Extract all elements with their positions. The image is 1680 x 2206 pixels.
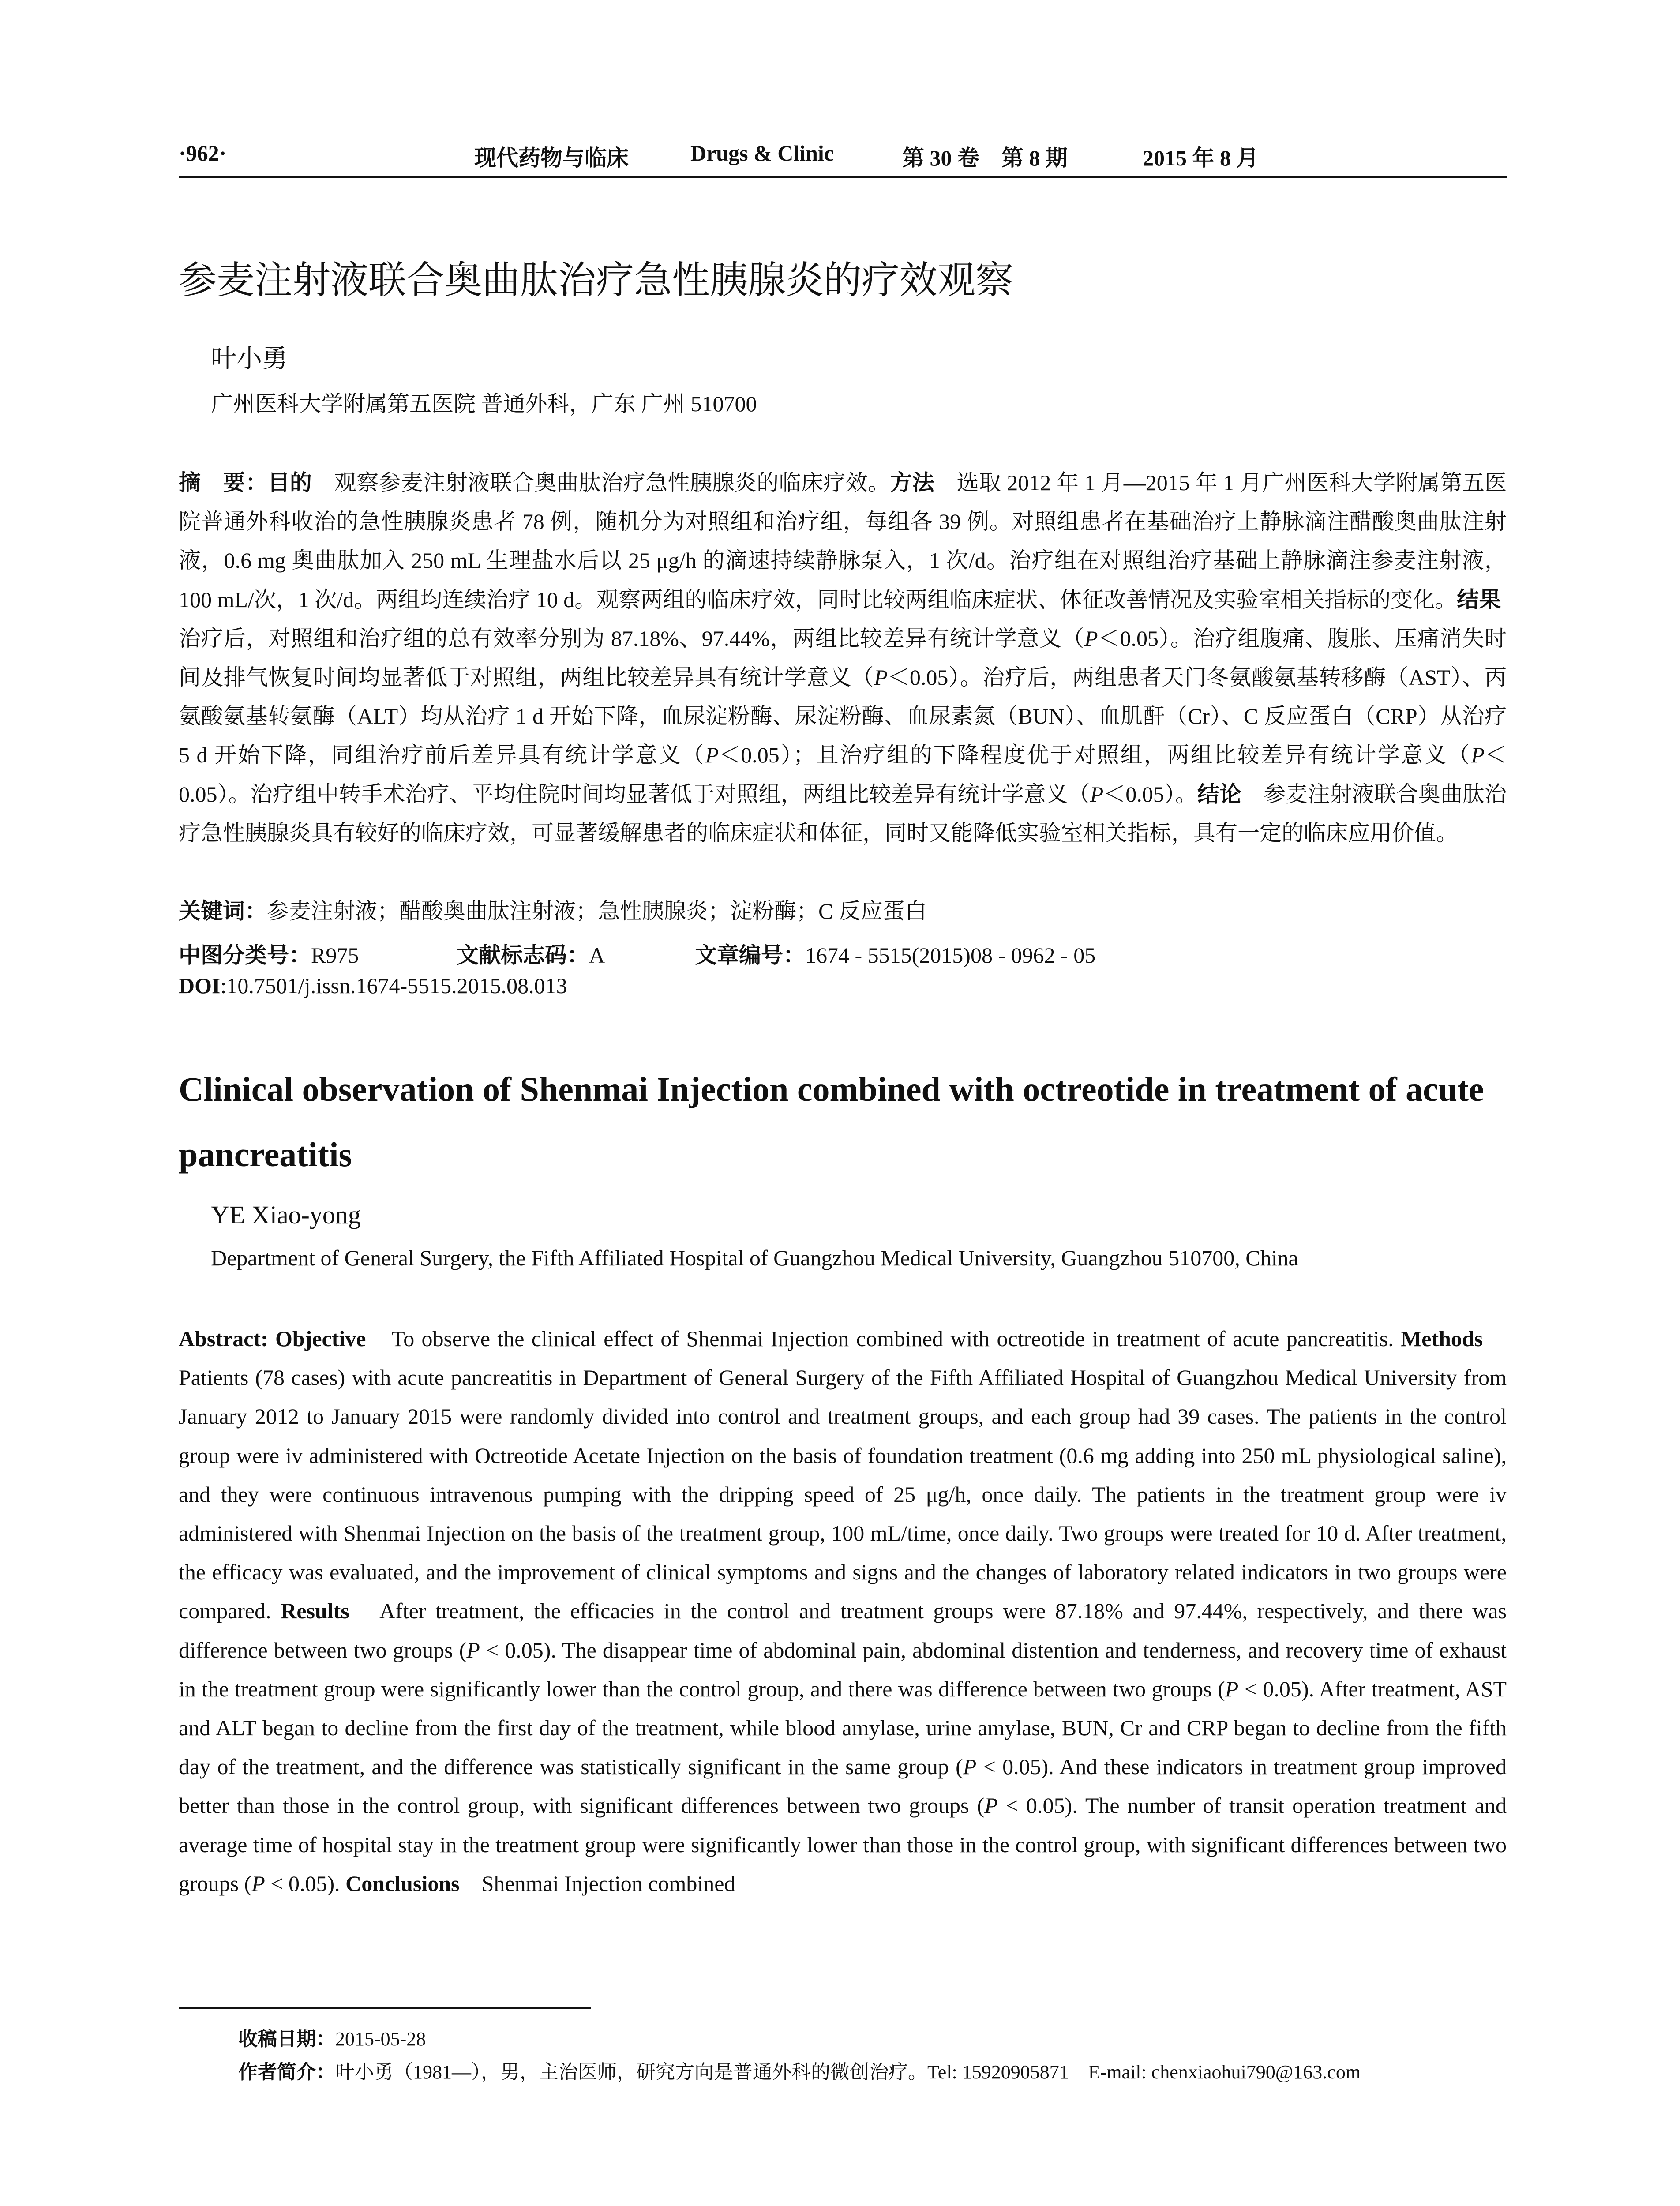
- results-text-en: < 0.05). After treatment, AST and ALT began to decline from the first day of the treatment, while blood amylase, urine amylase, BUN, Cr and CRP began to decline from the fifth day of the treatment, and the difference was statistically significant in the same group (: [179, 1676, 1507, 1779]
- article-title-cn: 参麦注射液联合奥曲肽治疗急性胰腺炎的疗效观察: [179, 258, 1013, 302]
- methods-text-cn: 选取 2012 年 1 月—2015 年 1 月广州医科大学附属第五医院普通外科收治的急性胰腺炎患者 78 例，随机分为对照组和治疗组，每组各 39 例。对照组患者在基础治疗上静脉滴注醋酸奥曲肽注射液，0.6 mg 奥曲肽加入 250 mL 生理盐水后以 25 μg/h 的滴速持续静脉泵入，1 次/d。治疗组在对照组治疗基础上静脉滴注参麦注射液，100 mL/次，1 次/d。两组均连续治疗 10 d。观察两组的临床疗效，同时比较两组临床症状、体征改善情况及实验室相关指标的变化。: [179, 470, 1507, 612]
- abstract-en: [179, 1319, 1507, 1903]
- methods-text-en: Patients (78 cases) with acute pancreatitis in Department of General Surgery of the Fifth Affiliated Hospital of Guangzhou Medical University from January 2012 to January 2015 were randomly divided into control and treatment groups, and each group had 39 cases. The patients in the control group were iv administered with Octreotide Acetate Injection on the basis of foundation treatment (0.6 mg adding into 250 mL physiological saline), and they were continuous intravenous pumping with the dripping speed of 25 μg/h, once daily. The patients in the treatment group were iv administered with Shenmai Injection on the basis of the treatment group, 100 mL/time, once daily. Two groups were treated for 10 d. After treatment, the efficacy was evaluated, and the improvement of clinical symptoms and signs and the changes of laboratory related indicators in two groups were compared.: [179, 1326, 1507, 1624]
- p-value-symbol: P: [1090, 781, 1104, 807]
- abstract-label-cn: 摘 要：: [179, 470, 268, 495]
- results-text-en: < 0.05).: [265, 1871, 346, 1896]
- clc-value: R975: [311, 943, 359, 968]
- p-value-symbol: P: [984, 1793, 998, 1818]
- objective-text-cn: 观察参麦注射液联合奥曲肽治疗急性胰腺炎的临床疗效。: [312, 470, 890, 495]
- results-label-en: Results: [281, 1598, 349, 1624]
- methods-label-cn: 方法: [890, 470, 935, 495]
- results-text-en: < 0.05). The number of transit operation treatment and average time of hospital stay in the treatment group were significantly lower than those in the control group, with significant differences between two groups (: [179, 1793, 1507, 1896]
- results-text-cn: ＜0.05）；且治疗组的下降程度优于对照组，两组比较差异有统计学意义（: [719, 743, 1471, 768]
- issue-info: 第 30 卷 第 8 期: [902, 146, 1068, 170]
- p-value-symbol: P: [1225, 1676, 1239, 1701]
- footnote-author-bio: [238, 2056, 1361, 2084]
- doi-label: DOI: [179, 973, 221, 998]
- article-number-value: 1674 - 5515(2015)08 - 0962 - 05: [805, 943, 1096, 968]
- journal-name-en: Drugs & Clinic: [690, 141, 834, 165]
- issue-date: 2015 年 8 月: [1143, 146, 1259, 170]
- methods-label-en: Methods: [1401, 1326, 1483, 1351]
- running-header: [179, 140, 1507, 176]
- results-text-en: After treatment, the efficacies in the control and treatment groups were 87.18% and 97.44%, respectively, and there was difference between two groups (: [179, 1598, 1507, 1662]
- keywords-cn: [179, 893, 927, 925]
- document-code-value: A: [589, 943, 605, 968]
- footnote-rule: [179, 2007, 591, 2009]
- conclusion-label-cn: 结论: [1197, 781, 1242, 807]
- footnote-received: [238, 2023, 426, 2051]
- doi-value: :10.7501/j.issn.1674-5515.2015.08.013: [220, 973, 567, 998]
- header-rule: [179, 176, 1507, 178]
- received-label: 收稿日期：: [238, 2028, 335, 2050]
- author-en: YE Xiao-yong: [211, 1201, 361, 1229]
- classification-line: [179, 938, 1507, 968]
- article-number-label: 文章编号：: [695, 942, 805, 968]
- p-value-symbol: P: [963, 1754, 977, 1779]
- document-code: [457, 938, 605, 969]
- doi-line: [179, 973, 567, 998]
- conclusion-label-en: Conclusions: [345, 1871, 460, 1896]
- article-title-en: Clinical observation of Shenmai Injection combined with octreotide in treatment of acute pancreatitis: [179, 1070, 1484, 1174]
- bio-label: 作者简介：: [238, 2061, 335, 2083]
- results-text-cn: ＜0.05）。治疗组中转手术治疗、平均住院时间均显著低于对照组，两组比较差异有统计学意义（: [179, 743, 1507, 807]
- article-number: [695, 938, 1095, 969]
- bio-text: 叶小勇（1981—），男，主治医师，研究方向是普通外科的微创治疗。Tel: 15920905871 E-mail: chenxiaohui790@163.com: [335, 2061, 1361, 2083]
- objective-label-cn: 目的: [267, 470, 312, 495]
- page-number: ·962·: [179, 141, 227, 165]
- results-label-cn: 结果: [1457, 586, 1501, 612]
- p-value-symbol: P: [874, 665, 888, 690]
- results-text-cn: ＜0.05）。: [1103, 781, 1197, 807]
- results-text-en: < 0.05). The disappear time of abdominal pain, abdominal distention and tenderness, and recovery time of exhaust in the treatment group were significantly lower than the control group, and there was difference between two groups (: [179, 1637, 1507, 1701]
- results-text-cn: ＜0.05）。治疗后，两组患者天门冬氨酸氨基转移酶（AST）、丙氨酸氨基转氨酶（ALT）均从治疗 1 d 开始下降，血尿淀粉酶、尿淀粉酶、血尿素氮（BUN）、血肌酐（Cr）、C 反应蛋白（CRP）从治疗 5 d 开始下降，同组治疗前后差异具有统计学意义（: [179, 665, 1507, 768]
- p-value-symbol: P: [1084, 626, 1098, 651]
- author-cn: 叶小勇: [211, 344, 288, 373]
- clc-label: 中图分类号：: [179, 942, 311, 968]
- received-date: 2015-05-28: [335, 2028, 426, 2050]
- results-text-en: < 0.05). And these indicators in treatment group improved better than those in the control group, with significant differences between two groups (: [179, 1754, 1507, 1818]
- p-value-symbol: P: [466, 1637, 480, 1662]
- clc-number: [179, 938, 359, 969]
- p-value-symbol: P: [1471, 743, 1485, 768]
- affiliation-en: Department of General Surgery, the Fifth Affiliated Hospital of Guangzhou Medical University, Guangzhou 510700, China: [211, 1246, 1298, 1270]
- document-code-label: 文献标志码：: [457, 942, 589, 968]
- conclusion-text-en: Shenmai Injection combined: [459, 1871, 735, 1896]
- objective-text-en: To observe the clinical effect of Shenmai Injection combined with octreotide in treatment of acute pancreatitis.: [366, 1326, 1401, 1351]
- abstract-label-en: Abstract: Objective: [179, 1326, 366, 1351]
- conclusion-text-cn: 参麦注射液联合奥曲肽治疗急性胰腺炎具有较好的临床疗效，可显著缓解患者的临床症状和体征，同时又能降低实验室相关指标，具有一定的临床应用价值。: [179, 781, 1507, 845]
- p-value-symbol: P: [251, 1871, 265, 1896]
- keywords-label: 关键词：: [179, 898, 267, 924]
- results-text-cn: ＜0.05）。治疗组腹痛、腹胀、压痛消失时间及排气恢复时间均显著低于对照组，两组比较差异具有统计学意义（: [179, 626, 1507, 690]
- keywords-text: 参麦注射液；醋酸奥曲肽注射液；急性胰腺炎；淀粉酶；C 反应蛋白: [267, 899, 927, 923]
- abstract-cn: [179, 463, 1523, 852]
- p-value-symbol: P: [705, 743, 719, 768]
- affiliation-cn: 广州医科大学附属第五医院 普通外科，广东 广州 510700: [211, 391, 757, 416]
- results-text-cn: 治疗后，对照组和治疗组的总有效率分别为 87.18%、97.44%，两组比较差异有统计学意义（: [179, 587, 1523, 651]
- journal-name-cn: 现代药物与临床: [474, 146, 629, 170]
